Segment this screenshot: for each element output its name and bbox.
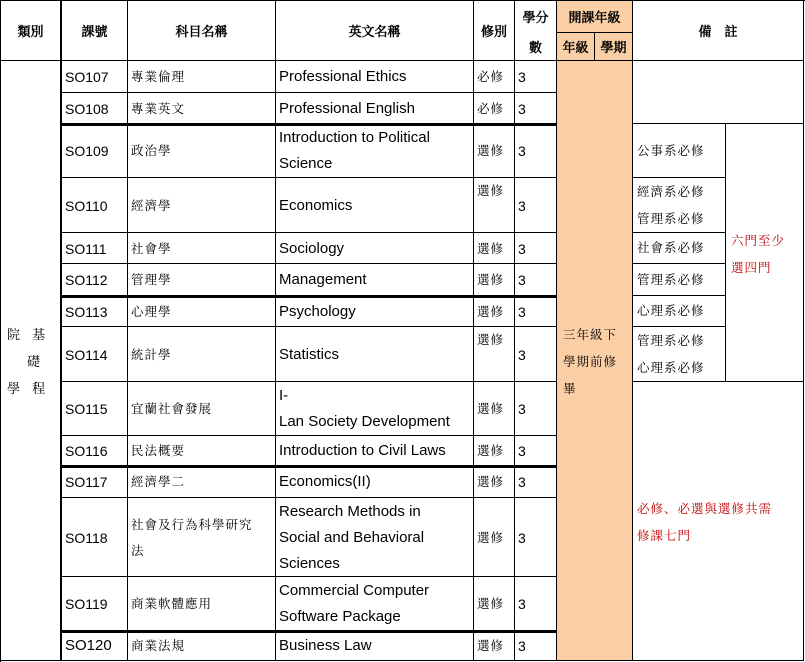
dept-note-line: 管理系必修 <box>637 272 705 287</box>
header-credits <box>515 1 557 61</box>
dept-note-so112 <box>633 264 726 296</box>
cell-name-zh <box>128 436 276 466</box>
cell-type <box>474 382 515 436</box>
name-en-text: Psychology <box>279 303 356 320</box>
credits-text: 3 <box>518 530 526 546</box>
cell-name-zh <box>128 264 276 296</box>
credits-text: 3 <box>518 101 526 117</box>
name-zh-text: 社會學 <box>131 241 172 256</box>
code-text: SO109 <box>65 143 109 159</box>
code-text: SO113 <box>65 304 108 320</box>
cell-code <box>61 61 128 93</box>
cell-type <box>474 93 515 124</box>
header-semester: 學期 <box>595 33 633 61</box>
credits-text: 3 <box>518 596 526 612</box>
cell-credits <box>515 124 557 178</box>
code-text: SO117 <box>65 474 108 490</box>
category-line: 礎 <box>27 355 42 370</box>
cell-name-en <box>276 498 474 577</box>
name-zh-text: 民法概要 <box>131 443 186 458</box>
cell-name-zh <box>128 498 276 577</box>
cell-name-zh <box>128 178 276 233</box>
cell-credits <box>515 178 557 233</box>
cell-name-en <box>276 466 474 498</box>
name-en-text: Economics <box>279 197 353 214</box>
cell-code <box>61 124 128 178</box>
cell-name-en <box>276 296 474 327</box>
name-en-text: Lan Society Development <box>279 413 450 430</box>
name-zh-text: 專業英文 <box>131 101 186 116</box>
credits-text: 3 <box>518 401 526 417</box>
name-zh-text: 經濟學二 <box>131 474 186 489</box>
cell-code <box>61 466 128 498</box>
type-text: 選修 <box>477 304 505 319</box>
credits-text: 3 <box>518 443 526 459</box>
header-name-zh: 科目名稱 <box>128 1 276 61</box>
cell-code <box>61 296 128 327</box>
cell-name-zh <box>128 631 276 661</box>
cell-name-zh <box>128 61 276 93</box>
group-note-2-line: 修課七門 <box>637 528 692 543</box>
code-text: SO111 <box>65 241 107 257</box>
code-text: SO108 <box>65 101 109 117</box>
credits-text: 3 <box>518 198 526 214</box>
type-text: 必修 <box>477 101 505 116</box>
cell-type <box>474 178 515 233</box>
credits-text: 3 <box>518 347 526 363</box>
name-en-text: Sociology <box>279 240 345 257</box>
name-en-text: Management <box>279 271 367 288</box>
credits-text: 3 <box>518 69 526 85</box>
cell-name-en <box>276 93 474 124</box>
name-en-text: Statistics <box>279 346 340 363</box>
dept-note-line: 管理系必修 <box>637 333 705 348</box>
name-zh-text: 管理學 <box>131 272 172 287</box>
name-zh-text: 心理學 <box>131 304 172 319</box>
header-open-year: 開課年級 <box>557 1 633 33</box>
category-cell <box>1 61 61 661</box>
dept-note-line: 心理系必修 <box>637 303 705 318</box>
cell-credits <box>515 61 557 93</box>
header-category: 類別 <box>1 1 61 61</box>
type-text: 選修 <box>477 474 505 489</box>
code-text: SO112 <box>65 272 108 288</box>
code-text: SO115 <box>65 401 108 417</box>
cell-credits <box>515 577 557 631</box>
group-note-1 <box>726 124 804 382</box>
code-text: SO110 <box>65 198 108 214</box>
header-credits-line1: 學分 <box>522 10 549 26</box>
cell-name-zh <box>128 124 276 178</box>
header-remarks: 備 註 <box>633 1 804 61</box>
header-name-en: 英文名稱 <box>276 1 474 61</box>
cell-type <box>474 436 515 466</box>
name-en-text: Sciences <box>279 555 340 572</box>
cell-name-en <box>276 327 474 382</box>
credits-text: 3 <box>518 304 526 320</box>
type-text: 選修 <box>477 596 505 611</box>
name-en-text: Research Methods in <box>279 503 421 520</box>
cell-code <box>61 631 128 661</box>
cell-type <box>474 466 515 498</box>
dept-note-line: 管理系必修 <box>637 211 705 226</box>
open-note-cell <box>557 61 633 661</box>
cell-credits <box>515 498 557 577</box>
name-en-text: Software Package <box>279 608 401 625</box>
name-en-text: Commercial Computer <box>279 582 430 599</box>
name-zh-text: 專業倫理 <box>131 69 186 84</box>
type-text: 選修 <box>477 272 505 287</box>
name-zh-text: 經濟學 <box>131 198 172 213</box>
cell-name-zh <box>128 382 276 436</box>
name-zh-text: 商業法規 <box>131 638 186 653</box>
cell-name-en <box>276 264 474 296</box>
cell-name-zh <box>128 93 276 124</box>
code-text: SO107 <box>65 69 109 85</box>
cell-code <box>61 498 128 577</box>
cell-code <box>61 264 128 296</box>
dept-note-line: 公事系必修 <box>637 143 705 158</box>
cell-name-zh <box>128 233 276 264</box>
cell-name-zh <box>128 577 276 631</box>
code-text: SO118 <box>65 530 108 546</box>
type-text: 選修 <box>477 638 505 653</box>
cell-type <box>474 327 515 382</box>
cell-type <box>474 577 515 631</box>
cell-code <box>61 178 128 233</box>
credits-text: 3 <box>518 143 526 159</box>
header-year: 年級 <box>557 33 595 61</box>
type-text: 選修 <box>477 443 505 458</box>
cell-type <box>474 631 515 661</box>
name-en-text: Science <box>279 155 333 172</box>
cell-type <box>474 61 515 93</box>
name-en-text: Introduction to Civil Laws <box>279 442 446 459</box>
type-text: 選修 <box>477 143 505 158</box>
cell-name-en <box>276 631 474 661</box>
dept-note-so109 <box>633 124 726 178</box>
type-text: 選修 <box>477 401 505 416</box>
credits-text: 3 <box>518 474 526 490</box>
name-zh-text: 統計學 <box>131 347 172 362</box>
name-zh-text: 社會及行為科學研究 <box>131 517 253 532</box>
type-text: 必修 <box>477 69 505 84</box>
name-zh-text: 政治學 <box>131 143 172 158</box>
cell-name-zh <box>128 327 276 382</box>
cell-name-en <box>276 124 474 178</box>
name-en-text: Business Law <box>279 637 372 654</box>
open-note-line: 學期前修 <box>563 354 618 369</box>
group-note-1-line: 六門至少 <box>731 233 786 248</box>
credits-text: 3 <box>518 272 526 288</box>
type-text: 選修 <box>477 241 505 256</box>
header-code: 課號 <box>61 1 128 61</box>
credits-text: 3 <box>518 241 526 257</box>
name-zh-text: 商業軟體應用 <box>131 596 213 611</box>
dept-note-so111 <box>633 233 726 264</box>
cell-code <box>61 233 128 264</box>
cell-credits <box>515 382 557 436</box>
cell-type <box>474 233 515 264</box>
cell-name-zh <box>128 466 276 498</box>
cell-type <box>474 296 515 327</box>
code-text: SO120 <box>65 637 112 654</box>
group-note-1-line: 選四門 <box>731 260 772 275</box>
name-zh-text: 宜蘭社會發展 <box>131 401 213 416</box>
cell-name-en <box>276 233 474 264</box>
credits-text: 3 <box>518 638 526 654</box>
open-note-line: 畢 <box>563 381 577 396</box>
dept-note-so114 <box>633 327 726 382</box>
name-en-text: I- <box>279 387 289 404</box>
dept-note-line: 經濟系必修 <box>637 184 705 199</box>
cell-type <box>474 264 515 296</box>
code-text: SO114 <box>65 347 108 363</box>
header-type: 修別 <box>474 1 515 61</box>
cell-credits <box>515 436 557 466</box>
cell-credits <box>515 233 557 264</box>
category-line: 院 基 <box>7 328 50 343</box>
header-credits-line2: 數 <box>528 40 542 56</box>
cell-credits <box>515 631 557 661</box>
cell-code <box>61 382 128 436</box>
dept-note-so110 <box>633 178 726 233</box>
name-en-text: Professional English <box>279 100 415 117</box>
cell-code <box>61 93 128 124</box>
name-en-text: Professional Ethics <box>279 68 407 85</box>
name-en-text: Social and Behavioral <box>279 529 425 546</box>
cell-type <box>474 498 515 577</box>
cell-code <box>61 436 128 466</box>
name-en-text: Economics(II) <box>279 473 371 490</box>
group-note-2-line: 必修、必選與選修共需 <box>637 501 773 516</box>
dept-note-line: 社會系必修 <box>637 240 705 255</box>
cell-type <box>474 124 515 178</box>
dept-note-so113 <box>633 296 726 327</box>
cell-name-en <box>276 577 474 631</box>
cell-name-en <box>276 61 474 93</box>
dept-note-line: 心理系必修 <box>637 360 705 375</box>
cell-credits <box>515 327 557 382</box>
type-text: 選修 <box>477 332 505 347</box>
type-text: 選修 <box>477 183 505 198</box>
cell-credits <box>515 93 557 124</box>
open-note-line: 三年級下 <box>563 327 618 342</box>
cell-code <box>61 577 128 631</box>
code-text: SO119 <box>65 596 108 612</box>
cell-credits <box>515 296 557 327</box>
remark-blank <box>633 61 804 124</box>
category-line: 學 程 <box>7 382 50 397</box>
cell-name-en <box>276 382 474 436</box>
cell-credits <box>515 466 557 498</box>
code-text: SO116 <box>65 443 108 459</box>
cell-name-zh <box>128 296 276 327</box>
name-zh-text: 法 <box>131 543 145 558</box>
type-text: 選修 <box>477 530 505 545</box>
cell-name-en <box>276 178 474 233</box>
name-en-text: Introduction to Political <box>279 129 430 146</box>
group-note-2 <box>633 382 804 661</box>
cell-credits <box>515 264 557 296</box>
cell-code <box>61 327 128 382</box>
cell-name-en <box>276 436 474 466</box>
